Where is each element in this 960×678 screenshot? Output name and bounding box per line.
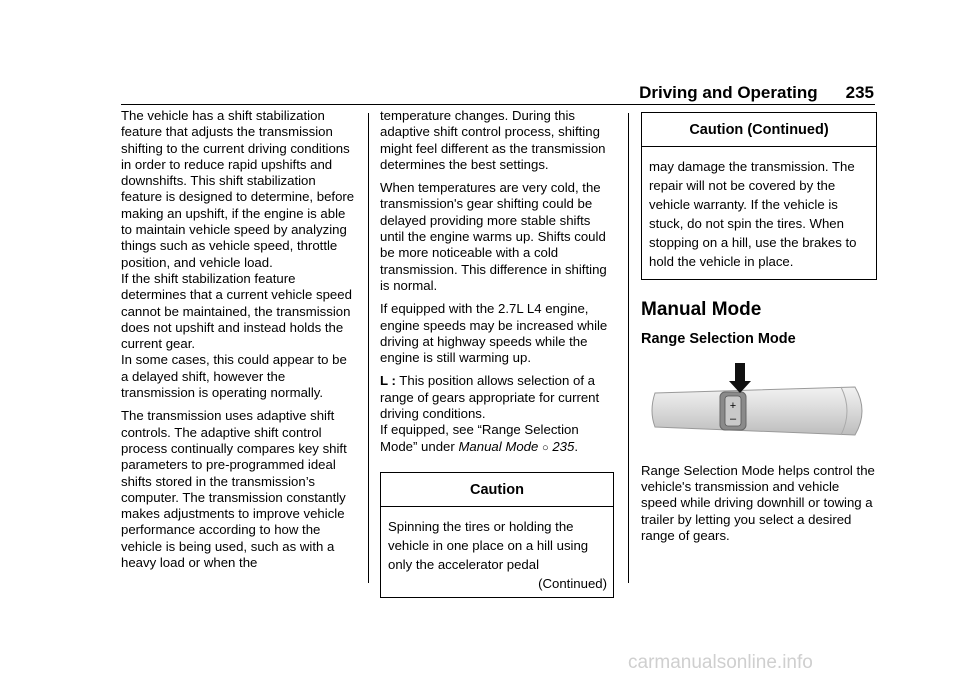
paragraph: In some cases, this could appear to be a delayed shift, however the transmission is operating normally. xyxy=(121,352,347,401)
header-rule xyxy=(121,104,875,105)
reference-text: If equipped, see “Range Selection Mode” under xyxy=(380,422,579,454)
minus-label: – xyxy=(729,412,737,425)
column-3 xyxy=(641,112,877,551)
plus-label: + xyxy=(729,399,737,412)
reference-paragraph: If equipped, see “Range Selection Mode” under Manual Mode ○ 235. xyxy=(380,422,579,454)
l-text: This position allows selection of a range of gears appropriate for current driving conditions. xyxy=(380,373,600,422)
sub-heading: Range Selection Mode xyxy=(641,330,796,347)
column-2 xyxy=(380,108,614,598)
section-heading: Manual Mode xyxy=(641,299,762,321)
paragraph: temperature changes. During this adaptive shift control process, shifting might feel different as the transmission determines the best settings. xyxy=(380,108,606,172)
paragraph: When temperatures are very cold, the transmission's gear shifting could be delayed providing more stable shifts until the engine warms up. Shifts could be more noticeable with a cold transmission. This difference in shifting is normal. xyxy=(380,180,607,293)
watermark: carmanualsonline.info xyxy=(628,652,813,673)
page-header xyxy=(639,83,874,103)
column-1 xyxy=(121,108,356,578)
paragraph: If the shift stabilization feature determines that a current vehicle speed cannot be maintained, the transmission does not upshift and instead holds the current gear. xyxy=(121,270,352,352)
manual-mode-link[interactable]: Manual Mode xyxy=(458,438,539,454)
paragraph: Range Selection Mode helps control the vehicle's transmission and vehicle speed while driving downhill or towing a trailer by letting you select a desired range of gears. xyxy=(641,462,875,544)
caution-body: may damage the transmission. The repair will not be covered by the vehicle warranty. If the vehicle is stuck, do not spin the tires. When stopping on a hill, use the brakes to hold the vehicle in place. xyxy=(649,159,857,270)
reference-page[interactable]: 235 xyxy=(552,438,575,454)
page-ref-icon: ○ xyxy=(542,441,549,454)
shift-lever-illustration xyxy=(641,359,877,449)
paragraph: If equipped with the 2.7L L4 engine, engine speeds may be increased while driving at highway speeds while the engine is still warming up. xyxy=(380,301,608,366)
l-label: L : xyxy=(380,373,396,389)
shift-lever-figure xyxy=(641,359,877,449)
caution-continued: (Continued) xyxy=(538,576,607,592)
arrow-icon xyxy=(729,363,751,393)
paragraph: The vehicle has a shift stabilization feature that adjusts the transmission shifting to the current driving conditions in order to reduce rapid upshifts and downshifts. This shift stabilization feature is designed to determine, before making an upshift, if the engine is able to maintain vehicle speed by analyzing things such as vehicle speed, throttle position, and vehicle load. xyxy=(121,108,355,270)
paragraph: The transmission uses adaptive shift controls. The adaptive shift control process continually compares key shift parameters to pre-programmed ideal shifts stored in the transmission’s computer. The transmission constantly makes adjustments to improve vehicle performance according to how the vehicle is being used, such as with a heavy load or when the xyxy=(121,408,347,571)
caution-continued-box xyxy=(641,112,877,280)
column-divider-1 xyxy=(368,113,369,583)
caution-title: Caution (Continued) xyxy=(642,113,876,147)
section-title: Driving and Operating xyxy=(639,83,818,102)
caution-box xyxy=(380,472,614,598)
caution-body: Spinning the tires or holding the vehicle in one place on a hill using only the accelerator pedal xyxy=(388,519,589,573)
l-position-paragraph xyxy=(380,373,614,422)
caution-title: Caution xyxy=(381,473,613,507)
page-number: 235 xyxy=(845,83,874,102)
column-divider-2 xyxy=(628,113,629,583)
